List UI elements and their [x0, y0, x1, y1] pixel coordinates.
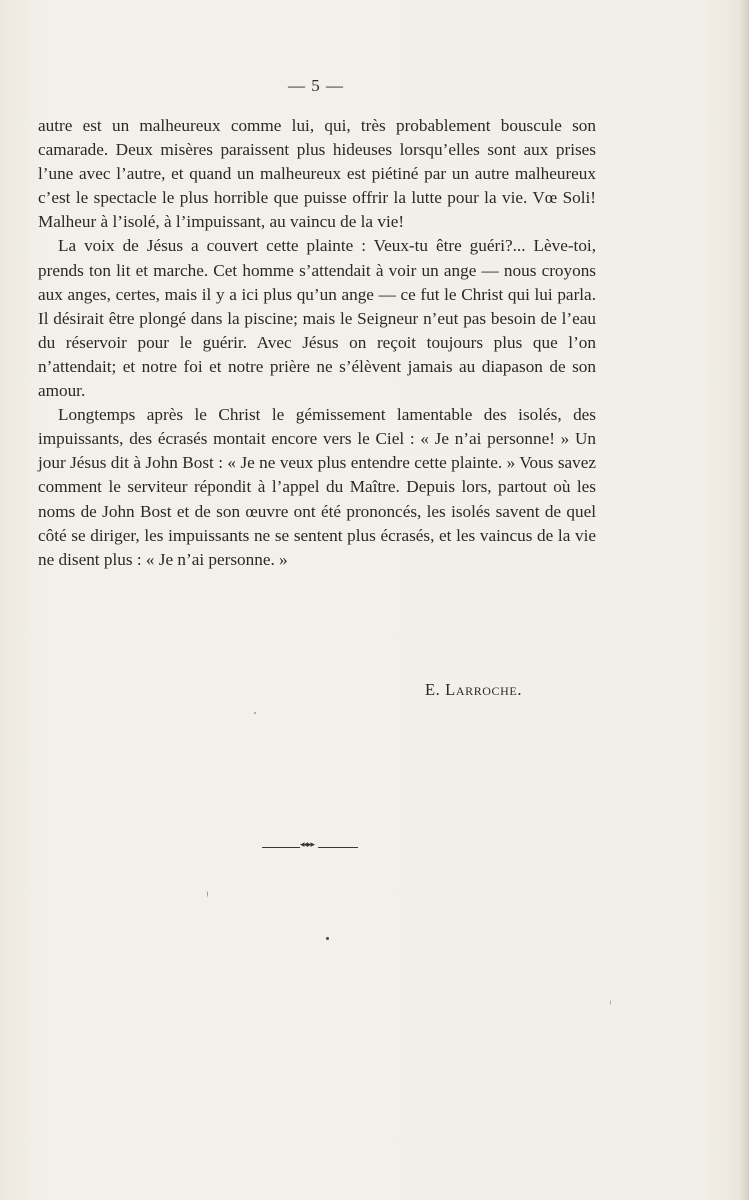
paper-speck [610, 1000, 611, 1005]
author-signature [425, 680, 522, 700]
paper-speck [207, 891, 208, 897]
page-edge-shadow [739, 0, 749, 1200]
signature-initial: E. [425, 680, 446, 699]
ornament-rule-left [262, 847, 300, 848]
paragraph-3: Longtemps après le Christ le gémissement lamentable des isolés, des impuissants, des écrasés montait encore vers le Ciel : « Je n’ai personne! » Un jour Jésus dit à John Bost : « Je ne veux plus entendre cette plainte. » Vous savez comment le serviteur répondit à l’appel du Maître. Depuis lors, partout où les noms de John Bost et de son œuvre ont été prononcés, les isolés savent de quel côté se diriger, les impuissants ne se sentent plus écrasés, et les vaincus de la vie ne disent plus : « Je n’ai personne. » [38, 405, 596, 569]
body-text [38, 114, 596, 572]
paragraph-2: La voix de Jésus a couvert cette plainte : Veux-tu être guéri?... Lève-toi, prends ton lit et marche. Cet homme s’attendait à voir un ange — nous croyons aux anges, certes, mais il y a ici plus qu’un ange — ce fut le Christ qui lui parla. Il désirait être plongé dans la piscine; mais le Seigneur n’eut pas besoin de l’eau du réservoir pour le guérir. Avec Jésus on reçoit toujours plus que l’on n’attendait; et notre foi et notre prière ne s’élèvent jamais au diapason de son amour. [38, 236, 596, 401]
paragraph-1: autre est un malheureux comme lui, qui, très probablement bouscule son camarade. Deux misères paraissent plus hideuses lorsqu’elles sont aux prises l’une avec l’autre, et quand un malheureux est piétiné par un autre malheureux c’est le spectacle le plus horrible que puisse offrir la lutte pour la vie. Vœ Soli! Malheur à l’isolé, à l’impuissant, au vaincu de la vie! [38, 116, 596, 232]
signature-name: Larroche. [445, 680, 523, 699]
section-end-ornament [262, 839, 358, 852]
paper-speck [254, 712, 256, 714]
ornament-rule-right [318, 847, 358, 848]
page-number: — 5 — [288, 76, 344, 95]
ornament-arrows: ◂◂▸▸ [300, 839, 315, 849]
paper-speck [326, 937, 329, 940]
